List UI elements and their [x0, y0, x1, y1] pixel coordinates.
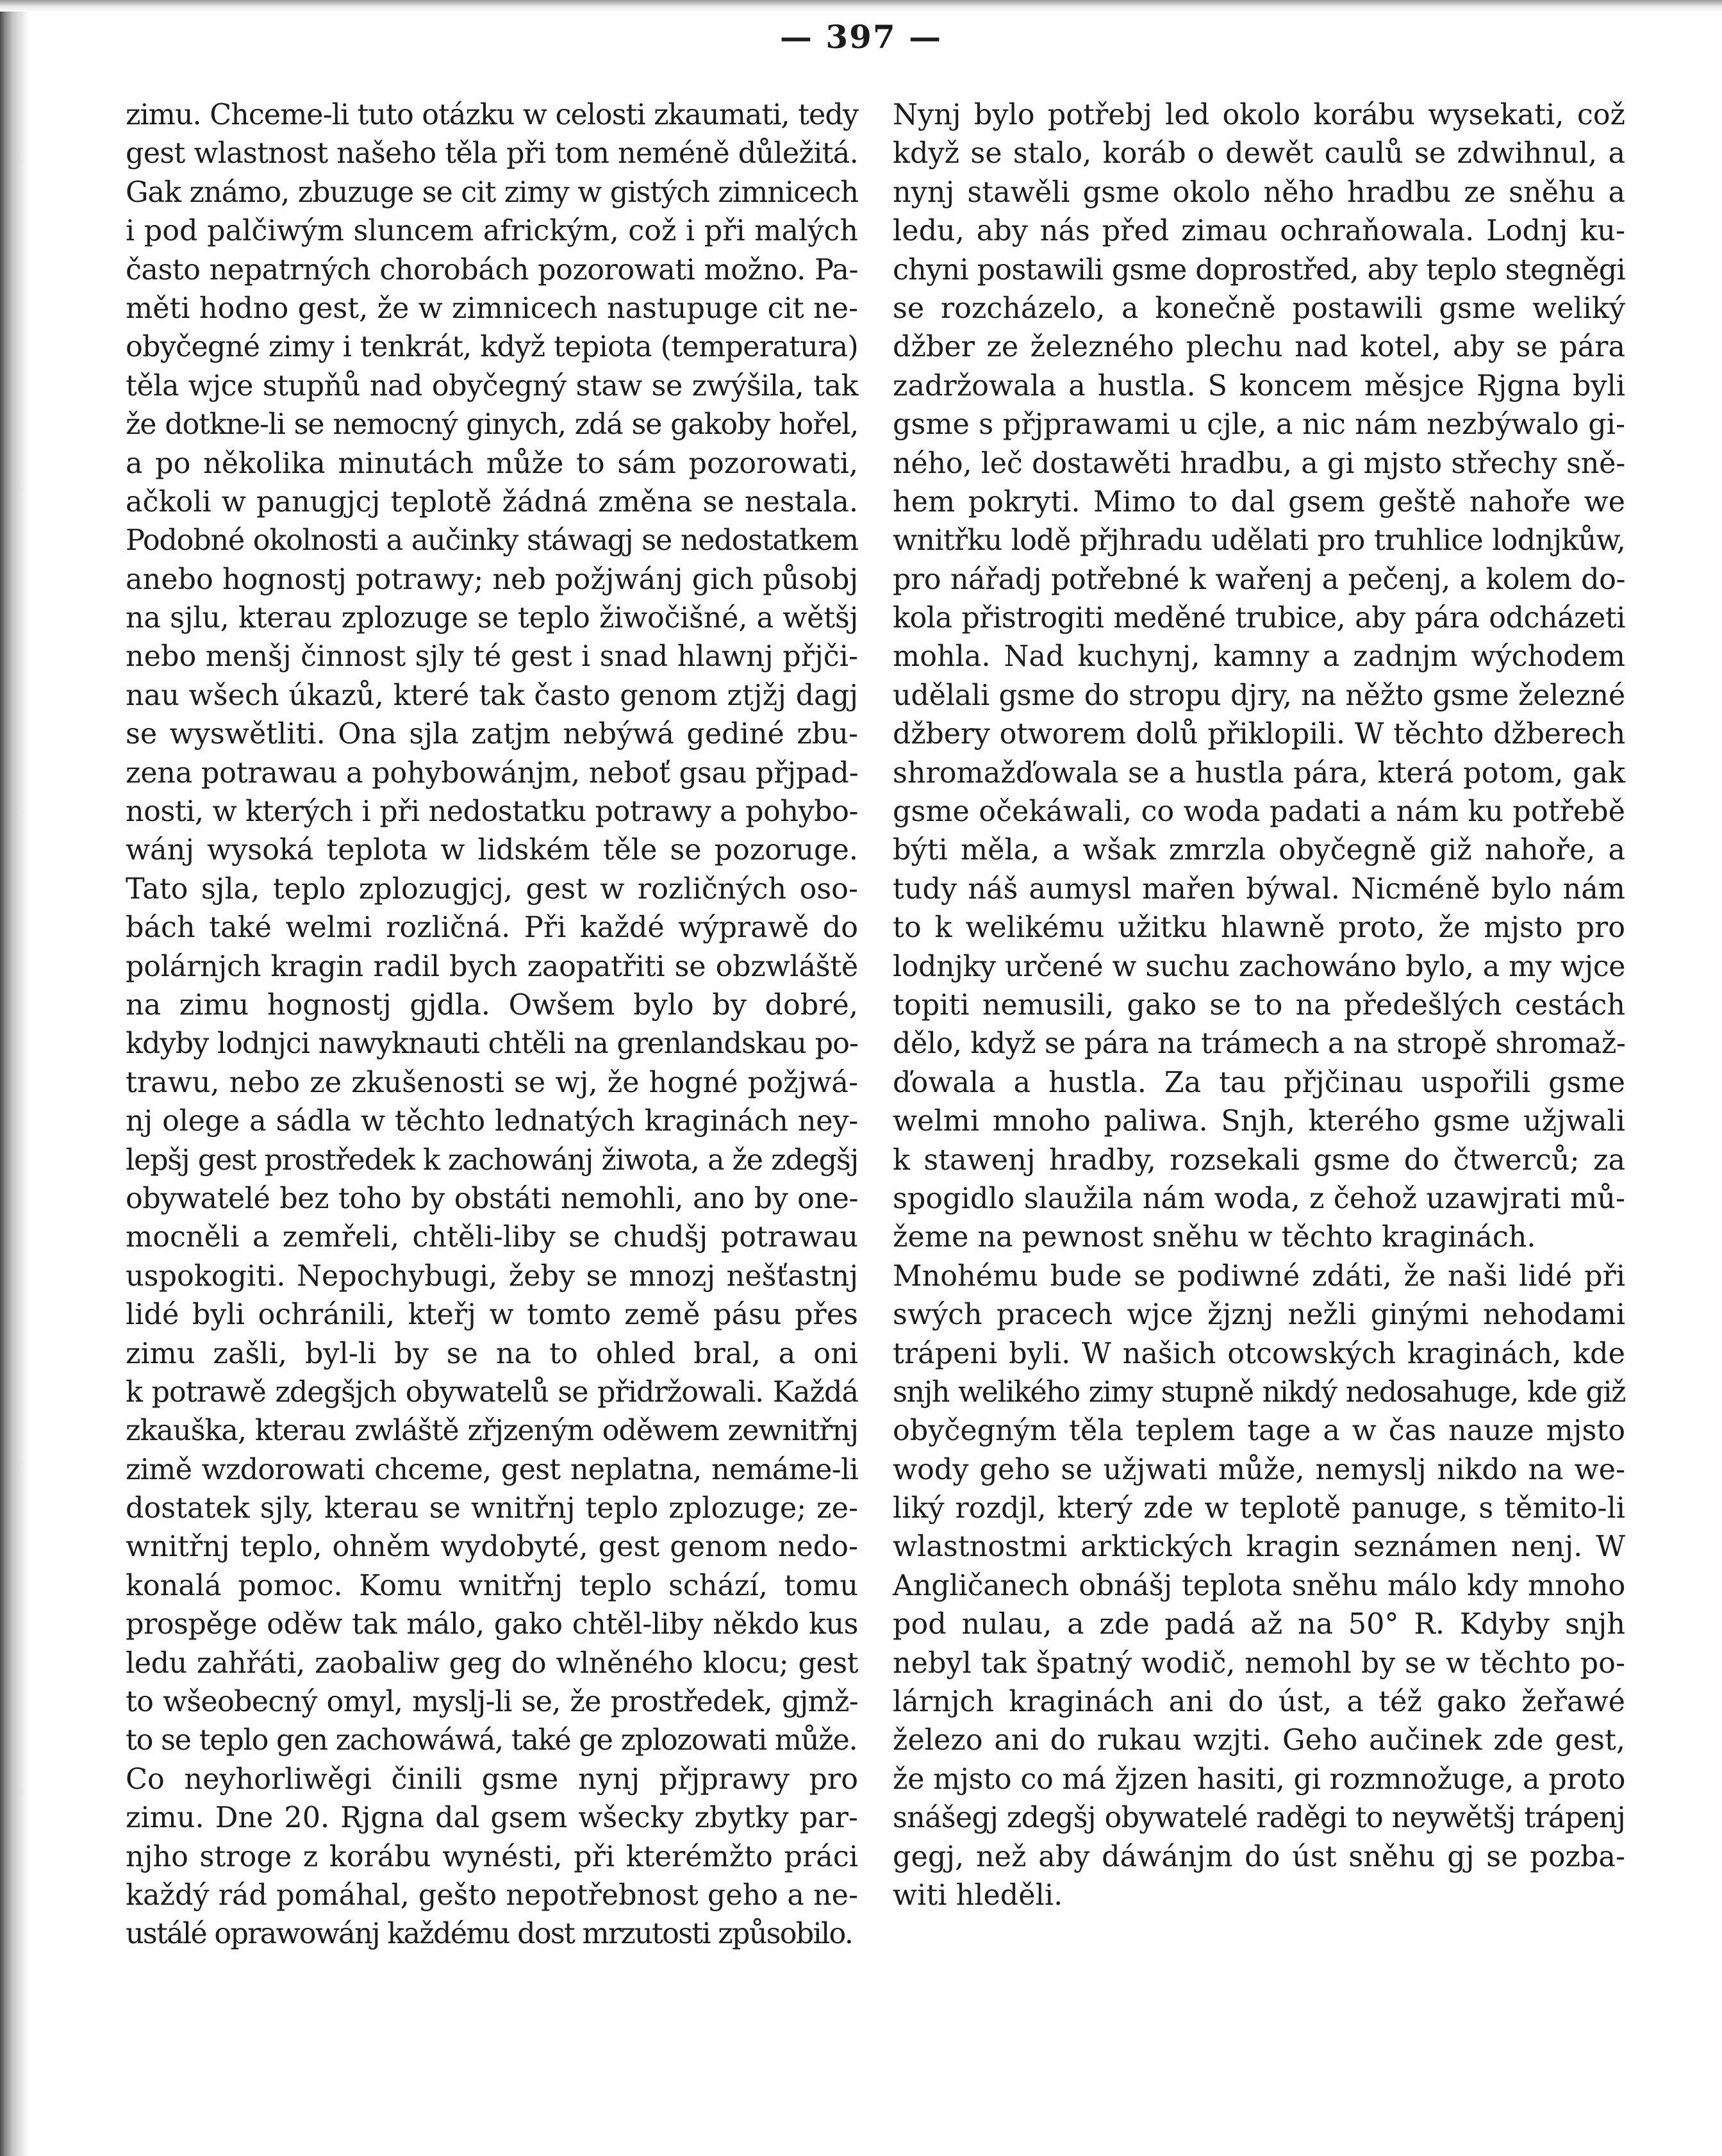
text-line: dělo, když se pára na trámech a na stropě shromaž-: [893, 1027, 1626, 1061]
text-line: prospěge oděw tak málo, gako chtěl-liby někdo kus: [126, 1608, 858, 1641]
text-line: Angličanech obnášj teplota sněhu málo kdy mnoho: [893, 1569, 1625, 1602]
text-line: a po několika minutách může to sám pozorowati,: [126, 447, 858, 480]
text-line: snjh welikého zimy stupně nikdý nedosahuge, kde giž: [893, 1375, 1625, 1409]
text-line: na zimu hognostj gjdla. Owšem bylo by dobré,: [126, 988, 858, 1022]
text-line: mohla. Nad kuchynj, kamny a zadnjm wýchodem: [893, 640, 1625, 674]
text-line: se rozcházelo, a konečně postawili gsme weliký: [893, 292, 1625, 325]
text-line: pod nulau, a zde padá až na 50° R. Kdyby snjh: [893, 1608, 1625, 1641]
text-line: hem pokryti. Mimo to dal gsem geště nahoře we: [893, 485, 1625, 518]
text-line: trápeni byli. W našich otcowských kraginách, kde: [893, 1337, 1625, 1370]
text-line: že mjsto co má žjzen hasiti, gi rozmnožuge, a proto: [893, 1762, 1626, 1796]
text-line: žeme na pewnost sněhu w těchto kraginách.: [893, 1221, 1536, 1254]
text-line: nebyl tak špatný wodič, nemohl by se w těchto po-: [893, 1646, 1625, 1680]
text-line: zimě wzdorowati chceme, gest neplatna, nemáme-li: [126, 1453, 858, 1486]
left-text-column: [126, 96, 858, 1954]
text-line: bách také welmi rozličná. Při každé wýprawě do: [126, 911, 858, 945]
text-line: to se teplo gen zachowáwá, také ge zplozowati může.: [126, 1724, 857, 1757]
text-line: wody geho se užjwati může, nemyslj nikdo na we-: [893, 1453, 1625, 1486]
text-line: lidé byli ochránili, kteřj w tomto země pásu přes: [126, 1298, 858, 1332]
text-line: lárnjch kraginách ani do úst, a též gako žeřawé: [893, 1686, 1625, 1719]
text-line: že dotkne-li se nemocný ginych, zdá se gakoby hořel,: [126, 408, 858, 442]
text-line: zimu. Dne 20. Rjgna dal gsem wšecky zbytky par-: [126, 1802, 858, 1835]
text-line: wlastnostmi arktických kragin seznámen nenj. W: [893, 1530, 1625, 1564]
text-line: ďowala a hustla. Za tau přjčinau uspořili gsme: [893, 1066, 1625, 1099]
text-line: wnitřku lodě přjhradu udělati pro truhlice lodnjkůw,: [893, 524, 1625, 558]
text-line: witi hleděli.: [893, 1878, 1063, 1912]
text-line: tudy náš aumysl mařen býwal. Nicméně bylo nám: [893, 872, 1625, 906]
text-line: liký rozdjl, který zde w teplotě panuge, s těmito-li: [893, 1492, 1625, 1525]
text-line: nau wšech úkazů, které tak často genom ztjžj dagj: [126, 679, 858, 712]
text-line: swých pracech wjce žjznj nežli ginými nehodami: [893, 1298, 1625, 1332]
text-line: ustálé oprawowánj každému dost mrzutosti způsobilo.: [126, 1918, 853, 1951]
text-line: shromažďowala se a hustla pára, která potom, gak: [893, 756, 1625, 790]
text-line: ledu, aby nás před zimau ochraňowala. Lodnj ku-: [893, 215, 1625, 248]
text-line: ného, leč dostawěti hradbu, a gi mjsto střechy sně-: [893, 447, 1625, 480]
text-line: pro nářadj potřebné k wařenj a pečenj, a kolem do-: [893, 563, 1625, 596]
text-line: dostatek sjly, kterau se wnitřnj teplo zplozuge; ze-: [126, 1492, 858, 1525]
text-line: spogidlo slaužila nám woda, z čehož uzawjrati mů-: [893, 1182, 1625, 1215]
text-line: zkauška, kterau zwláště zřjzeným oděwem zewnitřnj: [126, 1414, 858, 1448]
text-line: Co neyhorliwěgi činili gsme nynj přjprawy pro: [126, 1762, 858, 1796]
text-line: Nynj bylo potřebj led okolo korábu wysekati, což: [893, 99, 1625, 131]
text-line: lodnjky určené w suchu zachowáno bylo, a my wjce: [893, 950, 1625, 983]
page-number: — 397 —: [779, 18, 943, 56]
text-line: k potrawě zdegšjch obywatelů se přidržowali. Každá: [126, 1375, 858, 1409]
text-line: obywatelé bez toho by obstáti nemohli, ano by one-: [126, 1182, 858, 1215]
text-line: každý rád pomáhal, gešto nepotřebnost geho a ne-: [126, 1878, 859, 1912]
text-line: býti měla, a wšak zmrzla obyčegně giž nahoře, a: [893, 834, 1625, 867]
text-line: kola přistrogiti meděné trubice, aby pára odcházeti: [893, 602, 1625, 635]
text-line: na sjlu, kterau zplozuge se teplo žiwočišné, a wětšj: [126, 602, 858, 635]
text-line: nebo menšj činnost sjly té gest i snad hlawnj přjči-: [126, 640, 858, 674]
text-line: to k welikému užitku hlawně proto, že mjsto pro: [893, 911, 1625, 945]
text-line: měti hodno gest, že w zimnicech nastupuge cit ne-: [126, 292, 858, 325]
text-line: chyni postawili gsme doprostřed, aby teplo stegněgi: [893, 253, 1625, 286]
text-line: nosti, w kterých i při nedostatku potrawy a pohybo-: [126, 795, 858, 829]
text-line: Mnohému bude se podiwné zdáti, že naši lidé při: [893, 1259, 1625, 1293]
text-line: anebo hognostj potrawy; neb požjwánj gich působj: [126, 563, 859, 596]
text-line: i pod palčiwým sluncem africkým, což i při malých: [126, 215, 858, 248]
text-line: gsme s přjprawami u cjle, a nic nám nezbýwalo gi-: [893, 408, 1625, 442]
text-line: zimu. Chceme-li tuto otázku w celosti zkaumati, tedy: [126, 99, 858, 131]
text-line: Gak známo, zbuzuge se cit zimy w gistých zimnicech: [126, 176, 858, 209]
text-line: zimu zašli, byl-li by se na to ohled bral, a oni: [126, 1337, 858, 1370]
text-line: udělali gsme do stropu djry, na něžto gsme železné: [893, 679, 1625, 712]
text-line: trawu, nebo ze zkušenosti se wj, že hogné požjwá-: [126, 1066, 858, 1099]
text-line: těla wjce stupňů nad obyčegný staw se zwýšila, tak: [126, 369, 858, 402]
text-line: Podobné okolnosti a aučinky stáwagj se nedostatkem: [126, 524, 858, 558]
right-text-column: [893, 96, 1625, 1915]
text-line: to wšeobecný omyl, myslj-li se, že prostředek, gjmž-: [126, 1686, 858, 1719]
text-line: kdyby lodnjci nawyknauti chtěli na grenlandskau po-: [126, 1027, 858, 1061]
text-line: gegj, než aby dáwánjm do úst sněhu gj se pozba-: [893, 1840, 1625, 1873]
text-line: se wyswětliti. Ona sjla zatjm nebýwá gediné zbu-: [126, 718, 858, 751]
text-line: nj olege a sádla w těchto lednatých kraginách ney-: [126, 1105, 858, 1138]
text-line: džbery otworem dolů přiklopili. W těchto džberech: [893, 718, 1625, 751]
text-line: zadržowala a hustla. S koncem měsjce Rjgna byli: [893, 369, 1625, 402]
text-line: mocněli a zemřeli, chtěli-liby se chudšj potrawau: [126, 1221, 858, 1254]
text-line: topiti nemusili, gako se to na předešlých cestách: [893, 988, 1625, 1022]
text-line: zena potrawau a pohybowánjm, neboť gsau přjpad-: [126, 756, 859, 790]
text-line: obyčegné zimy i tenkrát, když tepiota (temperatura): [126, 331, 858, 364]
text-line: gest wlastnost našeho těla při tom neméně důležitá.: [126, 137, 858, 170]
text-line: wánj wysoká teplota w lidském těle se pozoruge.: [126, 834, 858, 867]
text-line: Tato sjla, teplo zplozugjcj, gest w rozličných oso-: [126, 872, 858, 906]
text-line: snášegj zdegšj obywatelé raděgi to neywětšj trápenj: [893, 1802, 1625, 1835]
text-line: ledu zahřáti, zaobaliw geg do wlněného klocu; gest: [126, 1646, 858, 1680]
text-line: ačkoli w panugjcj teplotě žádná změna se nestala.: [126, 485, 858, 518]
text-line: polárnjch kragin radil bych zaopatřiti se obzwláště: [126, 950, 858, 983]
text-line: železo ani do rukau wzjti. Geho aučinek zde gest,: [893, 1724, 1625, 1757]
text-line: gsme očekáwali, co woda padati a nám ku potřebě: [893, 795, 1625, 829]
text-line: často nepatrných chorobách pozorowati možno. Pa-: [126, 253, 858, 286]
text-line: džber ze železného plechu nad kotel, aby se pára: [893, 331, 1625, 364]
text-line: konalá pomoc. Komu wnitřnj teplo schází, tomu: [126, 1569, 858, 1602]
text-line: lepšj gest prostředek k zachowánj žiwota, a že zdegšj: [126, 1143, 858, 1177]
text-line: nynj stawěli gsme okolo něho hradbu ze sněhu a: [893, 176, 1625, 209]
text-line: obyčegným těla teplem tage a w čas nauze mjsto: [893, 1414, 1625, 1448]
text-line: uspokogiti. Nepochybugi, žeby se mnozj nešťastnj: [126, 1259, 858, 1293]
text-line: wnitřnj teplo, ohněm wydobyté, gest genom nedo-: [126, 1530, 858, 1564]
text-line: k stawenj hradby, rozsekali gsme do čtwerců; za: [893, 1143, 1625, 1177]
text-line: když se stalo, koráb o dewět caulů se zdwihnul, a: [893, 137, 1625, 170]
text-line: welmi mnoho paliwa. Snjh, kterého gsme užjwali: [893, 1105, 1625, 1138]
text-line: njho stroge z korábu wynésti, při kterémžto práci: [126, 1840, 858, 1873]
